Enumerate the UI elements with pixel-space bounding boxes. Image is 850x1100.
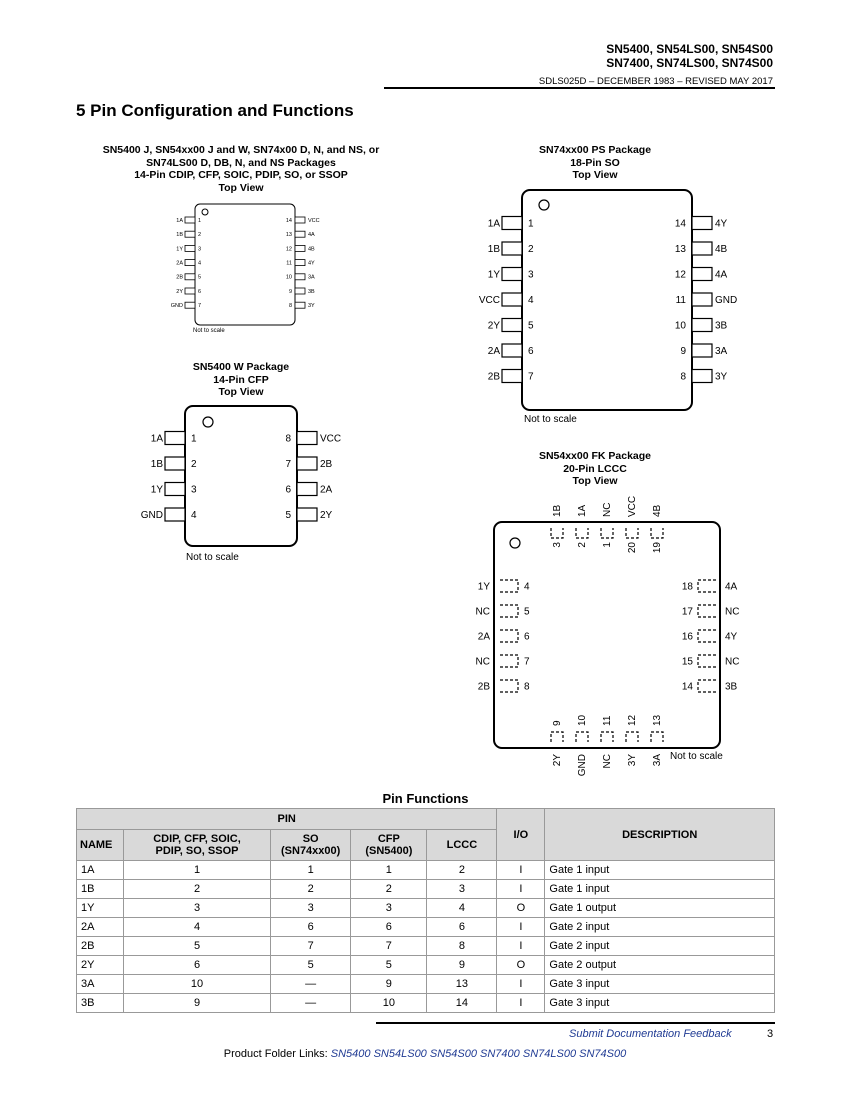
table-cell: 7 [351, 937, 427, 956]
pin-name-label: 3B [725, 681, 738, 693]
pin-number-label: 7 [524, 656, 530, 668]
pkg3-note: Not to scale [186, 552, 239, 563]
table-cell: I [497, 994, 545, 1013]
pin-number-label: 2 [198, 232, 202, 239]
table-cell: 10 [351, 994, 427, 1013]
pkg3-caption-line: 14-Pin CFP [213, 373, 269, 386]
cdip-header: CDIP, CFP, SOIC, PDIP, SO, SSOP [124, 830, 271, 861]
pin-name-label: NC [725, 656, 740, 668]
pkg2-caption-line: Top View [572, 169, 618, 181]
table-cell: 5 [124, 937, 271, 956]
pin-lead [502, 344, 522, 357]
name-header: NAME [77, 830, 124, 861]
pin-number-label: 4 [528, 295, 534, 306]
pin-name-label: NC [725, 606, 740, 618]
table-cell: 6 [351, 918, 427, 937]
table-cell: 3 [351, 899, 427, 918]
table-cell: 2 [351, 880, 427, 899]
header-parts-line1: SN5400, SN54LS00, SN54S00 [606, 42, 773, 56]
pin-number-label: 14 [674, 218, 686, 230]
pin-number-label: 4 [524, 581, 530, 593]
header-rule [384, 87, 775, 89]
pkg2-caption-line: 18-Pin SO [570, 156, 620, 169]
table-cell: 14 [427, 994, 497, 1013]
pin-number-label: 10 [674, 320, 686, 332]
pin-number-label: 1 [191, 433, 197, 445]
pkg4-note: Not to scale [670, 751, 723, 762]
pin-lead [692, 293, 712, 306]
pin-number-label: 13 [285, 232, 292, 239]
table-cell: I [497, 861, 545, 880]
table-cell: 8 [427, 937, 497, 956]
pin-number-label: 15 [681, 656, 693, 668]
pin-number-label: 12 [674, 269, 686, 281]
pin-name-label: 1A [176, 217, 183, 224]
pin-number-label: 5 [528, 320, 534, 332]
pin-name-label: 2Y [320, 510, 333, 521]
pkg4-diagram [470, 492, 780, 784]
table-cell: 9 [351, 975, 427, 994]
io-header: I/O [497, 809, 545, 861]
pin-name-label: GND [140, 510, 163, 521]
table-cell: I [497, 937, 545, 956]
pin-name-label: 1Y [150, 484, 163, 496]
section-title: 5 Pin Configuration and Functions [76, 101, 354, 120]
table-cell: O [497, 899, 545, 918]
pkg4-caption-line: SN54xx00 FK Package [538, 450, 652, 462]
pin-functions-title: Pin Functions [382, 791, 469, 806]
pkg3-caption [140, 361, 342, 399]
pin-lead [297, 508, 317, 521]
pkg1-caption-line: SN74LS00 D, DB, N, and NS Packages [146, 156, 336, 169]
table-cell: 2 [427, 861, 497, 880]
pin-name-label: 3A [652, 754, 663, 767]
pin-number-label: 5 [285, 510, 291, 521]
lccc-header: LCCC [427, 830, 497, 861]
table-cell: 3 [124, 899, 271, 918]
pin-number-label: 1 [528, 218, 534, 230]
pin-lead [295, 302, 305, 308]
pin-number-label: 6 [528, 346, 534, 357]
pin-lead [692, 242, 712, 255]
table-cell: 9 [124, 994, 271, 1013]
pin-number-label: 2 [191, 459, 197, 470]
pkg4-caption-line: Top View [572, 475, 618, 487]
pin-number-label: 16 [681, 631, 693, 643]
table-row [77, 937, 775, 956]
table-cell: 2B [77, 937, 124, 956]
table-cell: I [497, 975, 545, 994]
table-cell: Gate 2 output [545, 956, 775, 975]
pin-number-label: 6 [198, 288, 202, 295]
pin-name-label: 1A [150, 433, 163, 445]
pkg1-body [195, 204, 295, 325]
table-cell: 2 [271, 880, 351, 899]
table-cell: 4 [124, 918, 271, 937]
pkg1-note: Not to scale [193, 328, 225, 334]
submit-feedback-link[interactable]: Submit Documentation Feedback [569, 1028, 732, 1040]
header-doc-info: SDLS025D – DECEMBER 1983 – REVISED MAY 2017 [538, 76, 773, 87]
pin-name-label: 4B [308, 246, 315, 253]
pin-name-label: 1A [577, 504, 588, 517]
pin-number-label: 2 [528, 244, 534, 255]
pin-lead [692, 370, 712, 383]
pin-number-label: 11 [602, 715, 613, 726]
pin-number-label: 1 [198, 217, 202, 224]
table-cell: Gate 2 input [545, 918, 775, 937]
pin-number-label: 2 [577, 542, 588, 548]
pin-number-label: 6 [524, 631, 530, 643]
pin-name-label: NC [602, 754, 613, 769]
pin-number-label: 8 [288, 303, 292, 310]
pin-number-label: 10 [285, 274, 292, 281]
pin-number-label: 19 [652, 542, 663, 554]
table-cell: 7 [271, 937, 351, 956]
pin-number-label: 4 [191, 510, 197, 521]
pin-name-label: 2B [477, 681, 490, 693]
pin-number-label: 11 [675, 295, 686, 306]
pkg3-diagram [130, 400, 355, 570]
pin-number-label: 9 [552, 720, 563, 726]
product-link[interactable]: SN74S00 [579, 1048, 627, 1060]
pin-name-label: VCC [627, 495, 638, 517]
pin-name-label: NC [475, 656, 490, 668]
pin-number-label: 5 [198, 274, 202, 281]
pkg2-note: Not to scale [524, 414, 577, 425]
pin-name-label: VCC [308, 217, 320, 224]
table-cell: Gate 2 input [545, 937, 775, 956]
pin-number-label: 14 [285, 217, 292, 224]
pin-name-label: GND [715, 295, 738, 306]
pkg2-diagram [470, 185, 770, 430]
pin-name-label: 2A [176, 260, 183, 267]
table-row [77, 899, 775, 918]
description-header: DESCRIPTION [545, 809, 775, 861]
pin-lead [295, 245, 305, 251]
table-cell: 3 [427, 880, 497, 899]
table-cell: 2 [124, 880, 271, 899]
pin-name-label: 4A [715, 269, 728, 281]
pin-name-label: 2B [176, 274, 183, 281]
pin-lead [692, 217, 712, 230]
pin-name-label: 4A [725, 581, 738, 593]
pin-number-label: 1 [602, 542, 613, 548]
pin-lead [502, 217, 522, 230]
table-cell: 9 [427, 956, 497, 975]
table-cell: 1 [124, 861, 271, 880]
pin-name-label: 1Y [176, 246, 183, 253]
pkg1-caption-line: SN5400 J, SN54xx00 J and W, SN74x00 D, N, and NS, or [102, 144, 380, 156]
pin-lead [165, 457, 185, 470]
pin-lead [165, 508, 185, 521]
pkg3-caption-line: Top View [218, 386, 264, 398]
product-folder-links [0, 1048, 850, 1060]
pin-name-label: 3B [715, 320, 728, 332]
pkg2-body [522, 190, 692, 410]
table-cell: Gate 1 input [545, 880, 775, 899]
pin-name-label: 4Y [308, 260, 315, 267]
pin-lead [185, 302, 195, 308]
table-cell: 6 [271, 918, 351, 937]
pin-name-label: 1A [487, 218, 500, 230]
pin-name-label: 1B [487, 244, 500, 255]
table-cell: 3A [77, 975, 124, 994]
pkg3-caption-line: SN5400 W Package [192, 361, 290, 373]
pin-number-label: 7 [528, 371, 534, 383]
pin-name-label: 2Y [552, 754, 563, 767]
pin-number-label: 13 [674, 244, 686, 255]
page-number: 3 [767, 1028, 774, 1040]
table-cell: Gate 3 input [545, 975, 775, 994]
pin-name-label: 2Y [176, 288, 183, 295]
pin-name-label: GND [170, 303, 183, 310]
pkg1-caption [80, 144, 402, 194]
pin-name-label: NC [475, 606, 490, 618]
pin-name-label: 2Y [487, 320, 500, 332]
pin-number-label: 8 [285, 433, 291, 445]
pin-name-label: NC [602, 502, 613, 517]
so-header: SO (SN74xx00) [271, 830, 351, 861]
pin-name-label: 4B [715, 244, 728, 255]
table-row [77, 918, 775, 937]
pin-number-label: 18 [681, 581, 693, 593]
table-cell: 2A [77, 918, 124, 937]
pin-lead [185, 288, 195, 294]
pin-lead [502, 319, 522, 332]
pin-name-label: 4B [652, 504, 663, 517]
table-row [77, 994, 775, 1013]
table-cell: O [497, 956, 545, 975]
pin-lead [185, 217, 195, 223]
pin-lead [502, 242, 522, 255]
pin-name-label: 1Y [487, 269, 500, 281]
table-cell: 1 [351, 861, 427, 880]
pin-name-label: 3Y [627, 754, 638, 767]
pin-lead [165, 432, 185, 445]
pin-lead [295, 217, 305, 223]
pin-number-label: 7 [285, 459, 291, 470]
pin-number-label: 3 [552, 542, 563, 548]
pin-name-label: 4Y [715, 218, 728, 230]
table-cell: Gate 1 input [545, 861, 775, 880]
pin-lead [692, 268, 712, 281]
pin-number-label: 12 [285, 246, 292, 253]
product-folder-label: Product Folder Links: [223, 1048, 328, 1060]
table-cell: 6 [427, 918, 497, 937]
cfp-header: CFP (SN5400) [351, 830, 427, 861]
pin-name-label: 3A [308, 274, 315, 281]
pkg4-caption [500, 450, 690, 488]
header-part-numbers [606, 42, 773, 70]
pin-number-label: 8 [524, 681, 530, 693]
pin-number-label: 3 [528, 269, 534, 281]
table-row [77, 861, 775, 880]
pin-lead [692, 319, 712, 332]
pin-name-label: 1B [150, 459, 163, 470]
product-link[interactable]: SN7400 [480, 1048, 520, 1060]
pin-name-label: VCC [320, 433, 342, 445]
pin-name-label: VCC [478, 295, 500, 306]
table-cell: Gate 3 input [545, 994, 775, 1013]
table-cell: 3B [77, 994, 124, 1013]
table-cell: I [497, 880, 545, 899]
header-parts-line2: SN7400, SN74LS00, SN74S00 [606, 56, 773, 70]
pin-number-label: 17 [681, 606, 693, 618]
pkg1-caption-line: Top View [218, 181, 264, 194]
pkg4-caption-line: 20-Pin LCCC [563, 462, 627, 475]
product-link[interactable]: SN5400 [330, 1048, 371, 1060]
table-cell: 5 [351, 956, 427, 975]
table-row [77, 956, 775, 975]
pkg3-body [185, 406, 297, 546]
pin-lead [295, 260, 305, 266]
pin-name-label: 2A [320, 484, 333, 496]
pin-name-label: 4A [308, 232, 315, 239]
pin-lead [502, 293, 522, 306]
pin-lead [185, 260, 195, 266]
pin-number-label: 9 [288, 288, 292, 295]
pin-name-label: 1B [552, 504, 563, 517]
pin-number-label: 4 [198, 260, 202, 267]
table-cell: 13 [427, 975, 497, 994]
pin-number-label: 12 [627, 714, 638, 726]
pin-lead [297, 432, 317, 445]
pin-lead [295, 231, 305, 237]
pkg2-caption [490, 144, 700, 182]
pin-name-label: 1B [176, 232, 183, 239]
pin-number-label: 7 [198, 303, 202, 310]
pkg1-caption-line: 14-Pin CDIP, CFP, SOIC, PDIP, SO, or SSOP [134, 169, 348, 181]
pin-lead [295, 288, 305, 294]
table-cell: 1B [77, 880, 124, 899]
table-cell: 6 [124, 956, 271, 975]
table-cell: 5 [271, 956, 351, 975]
pin-number-label: 3 [198, 246, 202, 253]
pin-functions-table [76, 808, 775, 1013]
pin-lead [502, 370, 522, 383]
pin-number-label: 3 [191, 484, 197, 496]
pin-lead [297, 483, 317, 496]
pin-number-label: 6 [285, 484, 291, 496]
table-row [77, 880, 775, 899]
pin-name-label: 2B [487, 371, 500, 383]
table-cell: 4 [427, 899, 497, 918]
table-cell: 10 [124, 975, 271, 994]
pin-lead [295, 274, 305, 280]
pin-name-label: 2A [477, 631, 490, 643]
pin-name-label: 3Y [308, 303, 315, 310]
table-cell: — [271, 975, 351, 994]
pin-name-label: 2A [487, 346, 500, 357]
pin-lead [502, 268, 522, 281]
pkg1-diagram [160, 200, 330, 340]
footer-rule [376, 1022, 775, 1024]
pin-group-header: PIN [77, 809, 497, 830]
pin-number-label: 20 [627, 542, 638, 554]
pin-name-label: 3B [308, 288, 315, 295]
pin-name-label: 3Y [715, 371, 728, 383]
table-cell: 1Y [77, 899, 124, 918]
pin-number-label: 10 [577, 714, 588, 726]
table-cell: I [497, 918, 545, 937]
pin-number-label: 8 [680, 371, 686, 383]
pin-number-label: 13 [652, 714, 663, 726]
table-cell: 1A [77, 861, 124, 880]
pin-name-label: 2B [320, 459, 333, 470]
pkg2-caption-line: SN74xx00 PS Package [538, 144, 652, 156]
table-cell: — [271, 994, 351, 1013]
table-row [77, 975, 775, 994]
pin-name-label: 3A [715, 346, 728, 357]
pin-lead [185, 245, 195, 251]
table-cell: 2Y [77, 956, 124, 975]
table-cell: 3 [271, 899, 351, 918]
pin-lead [692, 344, 712, 357]
pin-number-label: 11 [286, 260, 292, 267]
table-cell: 1 [271, 861, 351, 880]
product-link[interactable]: SN74LS00 [522, 1048, 577, 1060]
product-link[interactable]: SN54LS00 [373, 1048, 427, 1060]
pin-lead [165, 483, 185, 496]
table-cell: Gate 1 output [545, 899, 775, 918]
pin-name-label: 1Y [477, 581, 490, 593]
pin-lead [185, 274, 195, 280]
pin-number-label: 5 [524, 606, 530, 618]
pin-lead [185, 231, 195, 237]
pin-name-label: 4Y [725, 631, 738, 643]
pin-lead [297, 457, 317, 470]
product-link[interactable]: SN54S00 [429, 1048, 477, 1060]
pin-number-label: 14 [681, 681, 693, 693]
pin-name-label: GND [577, 754, 588, 777]
pin-number-label: 9 [680, 346, 686, 357]
